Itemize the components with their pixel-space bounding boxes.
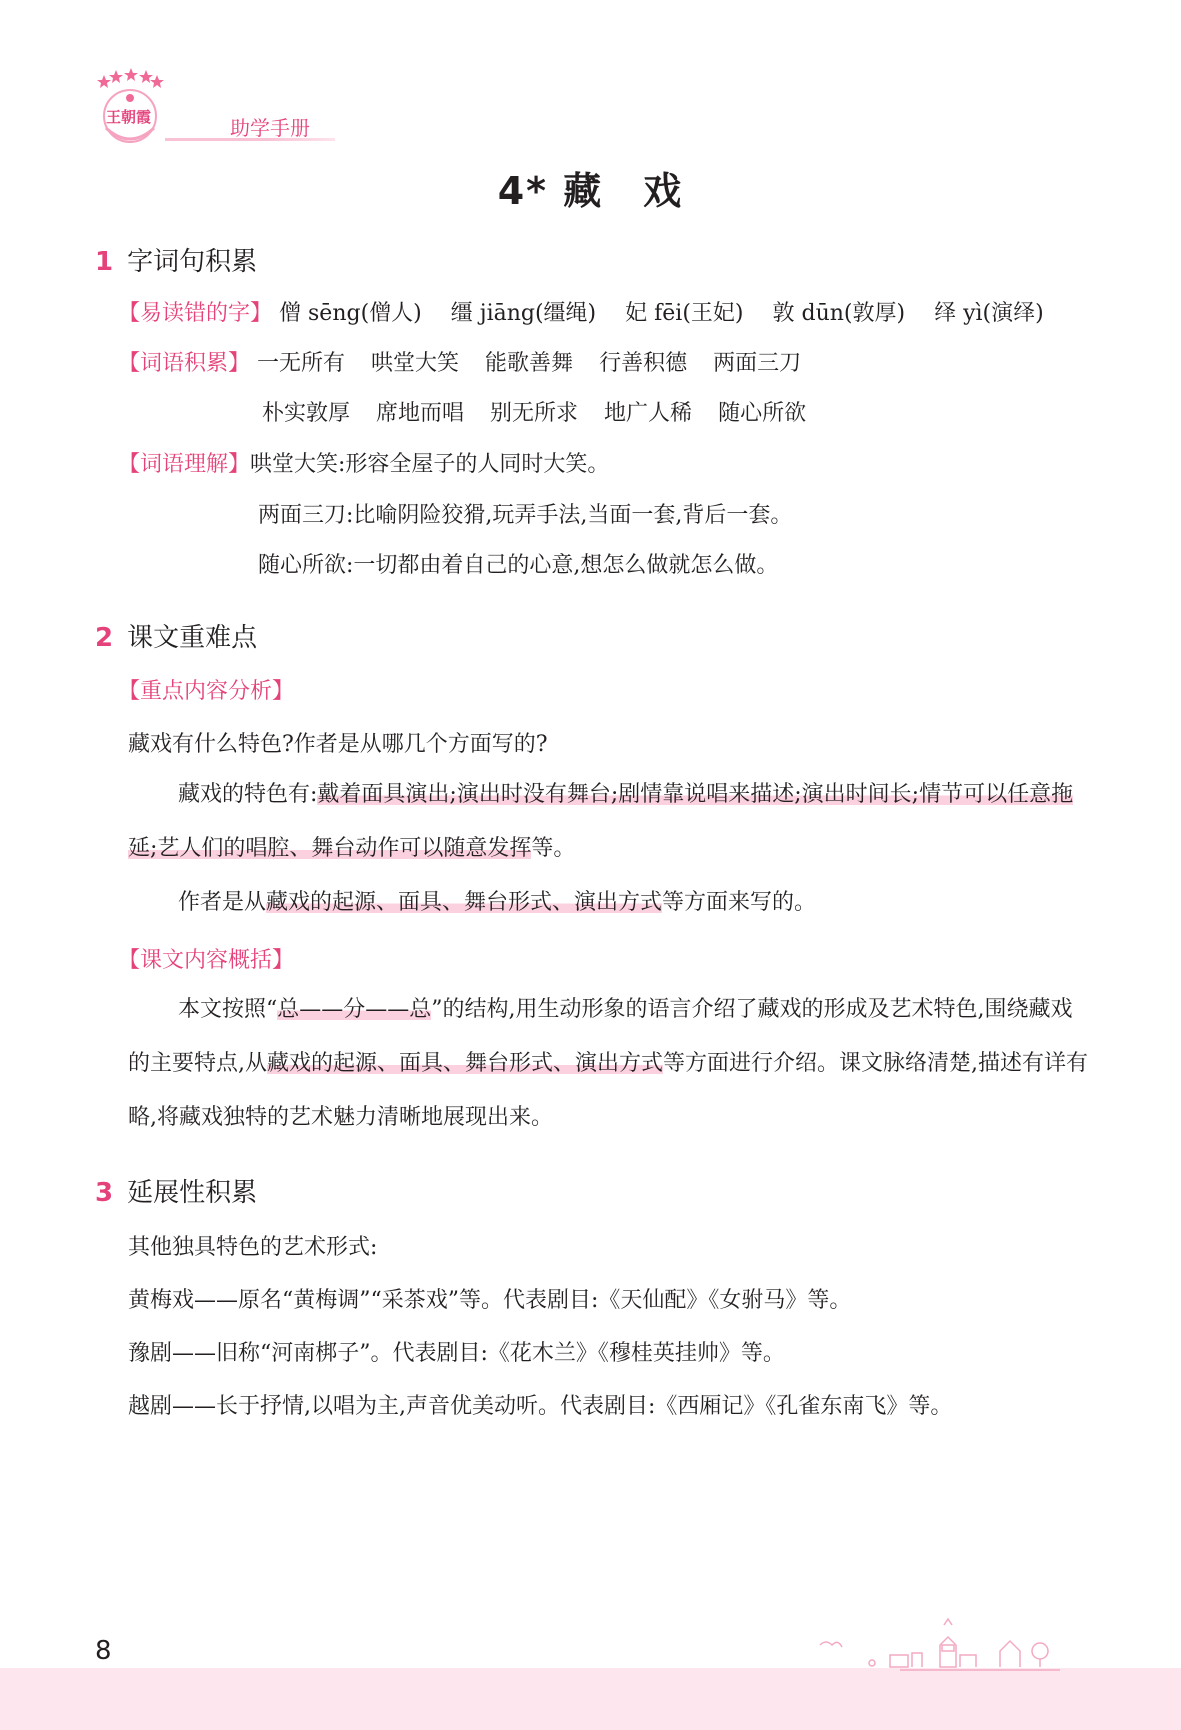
word-item: 席地而唱 xyxy=(376,401,465,426)
extension-intro: 其他独具特色的艺术形式: xyxy=(128,1235,378,1260)
answer-text: 等。 xyxy=(531,836,576,861)
pinyin-item: 缰 jiāng(缰绳) xyxy=(450,301,597,326)
word-item: 行善积德 xyxy=(599,351,688,376)
word-item: 能歌善舞 xyxy=(485,351,574,376)
summary-highlight: 总——分——总 xyxy=(277,997,432,1022)
word-item: 地广人稀 xyxy=(604,401,693,426)
word-item: 别无所求 xyxy=(490,401,579,426)
section-title: 课文重难点 xyxy=(127,623,258,653)
word-item: 两面三刀 xyxy=(713,351,802,376)
word-item: 随心所欲 xyxy=(718,401,807,426)
definition: 随心所欲:一切都由着自己的心意,想怎么做就怎么做。 xyxy=(258,553,779,578)
pinyin-item: 妃 fēi(王妃) xyxy=(625,301,744,326)
summary-text: ”的结构,用生动形象的语言介绍了藏戏的形成及艺术特色,围绕藏戏的主要特点,从 xyxy=(128,997,1073,1076)
section-1-heading xyxy=(95,241,257,278)
summary-text: 等方面进行介绍。课文脉络清楚,描述有详有略,将藏戏独特的艺术魅力清晰地展现出来。 xyxy=(128,1051,1089,1130)
summary-tag: 【课文内容概括】 xyxy=(118,948,295,973)
pinyin-item: 敦 dūn(敦厚) xyxy=(772,301,906,326)
summary-highlight: 藏戏的起源、面具、舞台形式、演出方式 xyxy=(267,1051,664,1076)
logo-text: 王朝霞 xyxy=(106,108,152,126)
analysis-answer xyxy=(128,768,1088,930)
brand-name: 助学手册 xyxy=(230,116,310,140)
word-item: 朴实敦厚 xyxy=(262,401,351,426)
accumulation-tag: 【词语积累】 xyxy=(118,351,251,376)
section-3-heading xyxy=(95,1172,257,1209)
answer-text: 作者是从 xyxy=(178,890,267,915)
easy-wrong-row xyxy=(118,296,1044,327)
answer-text: 等方面来写的。 xyxy=(662,890,817,915)
summary-paragraph xyxy=(128,983,1088,1145)
answer-text: 藏戏的特色有: xyxy=(178,782,318,807)
understanding-row-1 xyxy=(118,447,609,478)
opera-item: 黄梅戏——原名“黄梅调”“采茶戏”等。代表剧目:《天仙配》《女驸马》等。 xyxy=(128,1288,852,1313)
summary-text: 本文按照“ xyxy=(178,997,278,1022)
answer-highlight: 戴着面具演出;演出时没有舞台;剧情靠说唱来描述;演出时间长;情节可以任意拖延;艺人们的唱腔、舞台动作可以随意发挥 xyxy=(128,782,1074,861)
section-2-heading xyxy=(95,617,257,654)
town-illustration-icon xyxy=(800,1615,1080,1675)
section-number: 1 xyxy=(95,247,114,277)
section-number: 3 xyxy=(95,1178,114,1208)
footer-band xyxy=(0,1668,1181,1730)
analysis-question: 藏戏有什么特色?作者是从哪几个方面写的? xyxy=(128,732,548,757)
analysis-tag: 【重点内容分析】 xyxy=(118,679,295,704)
word-item: 哄堂大笑 xyxy=(371,351,460,376)
accumulation-row-2 xyxy=(262,396,832,427)
definition: 两面三刀:比喻阴险狡猾,玩弄手法,当面一套,背后一套。 xyxy=(258,503,793,528)
opera-item: 越剧——长于抒情,以唱为主,声音优美动听。代表剧目:《西厢记》《孔雀东南飞》等。 xyxy=(128,1394,953,1419)
answer-highlight: 藏戏的起源、面具、舞台形式、演出方式 xyxy=(266,890,663,915)
pinyin-item: 僧 sēng(僧人) xyxy=(279,301,422,326)
page-title: 4* 藏 戏 xyxy=(497,169,684,213)
pinyin-item: 绎 yì(演绎) xyxy=(934,301,1044,326)
section-title: 字词句积累 xyxy=(127,247,258,277)
section-number: 2 xyxy=(95,623,114,653)
section-title: 延展性积累 xyxy=(127,1178,258,1208)
accumulation-row-1 xyxy=(118,346,827,377)
page-number: 8 xyxy=(95,1636,112,1666)
opera-item: 豫剧——旧称“河南梆子”。代表剧目:《花木兰》《穆桂英挂帅》等。 xyxy=(128,1341,785,1366)
definition: 哄堂大笑:形容全屋子的人同时大笑。 xyxy=(250,452,610,477)
understanding-tag: 【词语理解】 xyxy=(118,452,251,477)
easy-wrong-tag: 【易读错的字】 xyxy=(118,301,273,326)
word-item: 一无所有 xyxy=(257,351,346,376)
brand-logo xyxy=(92,68,166,150)
